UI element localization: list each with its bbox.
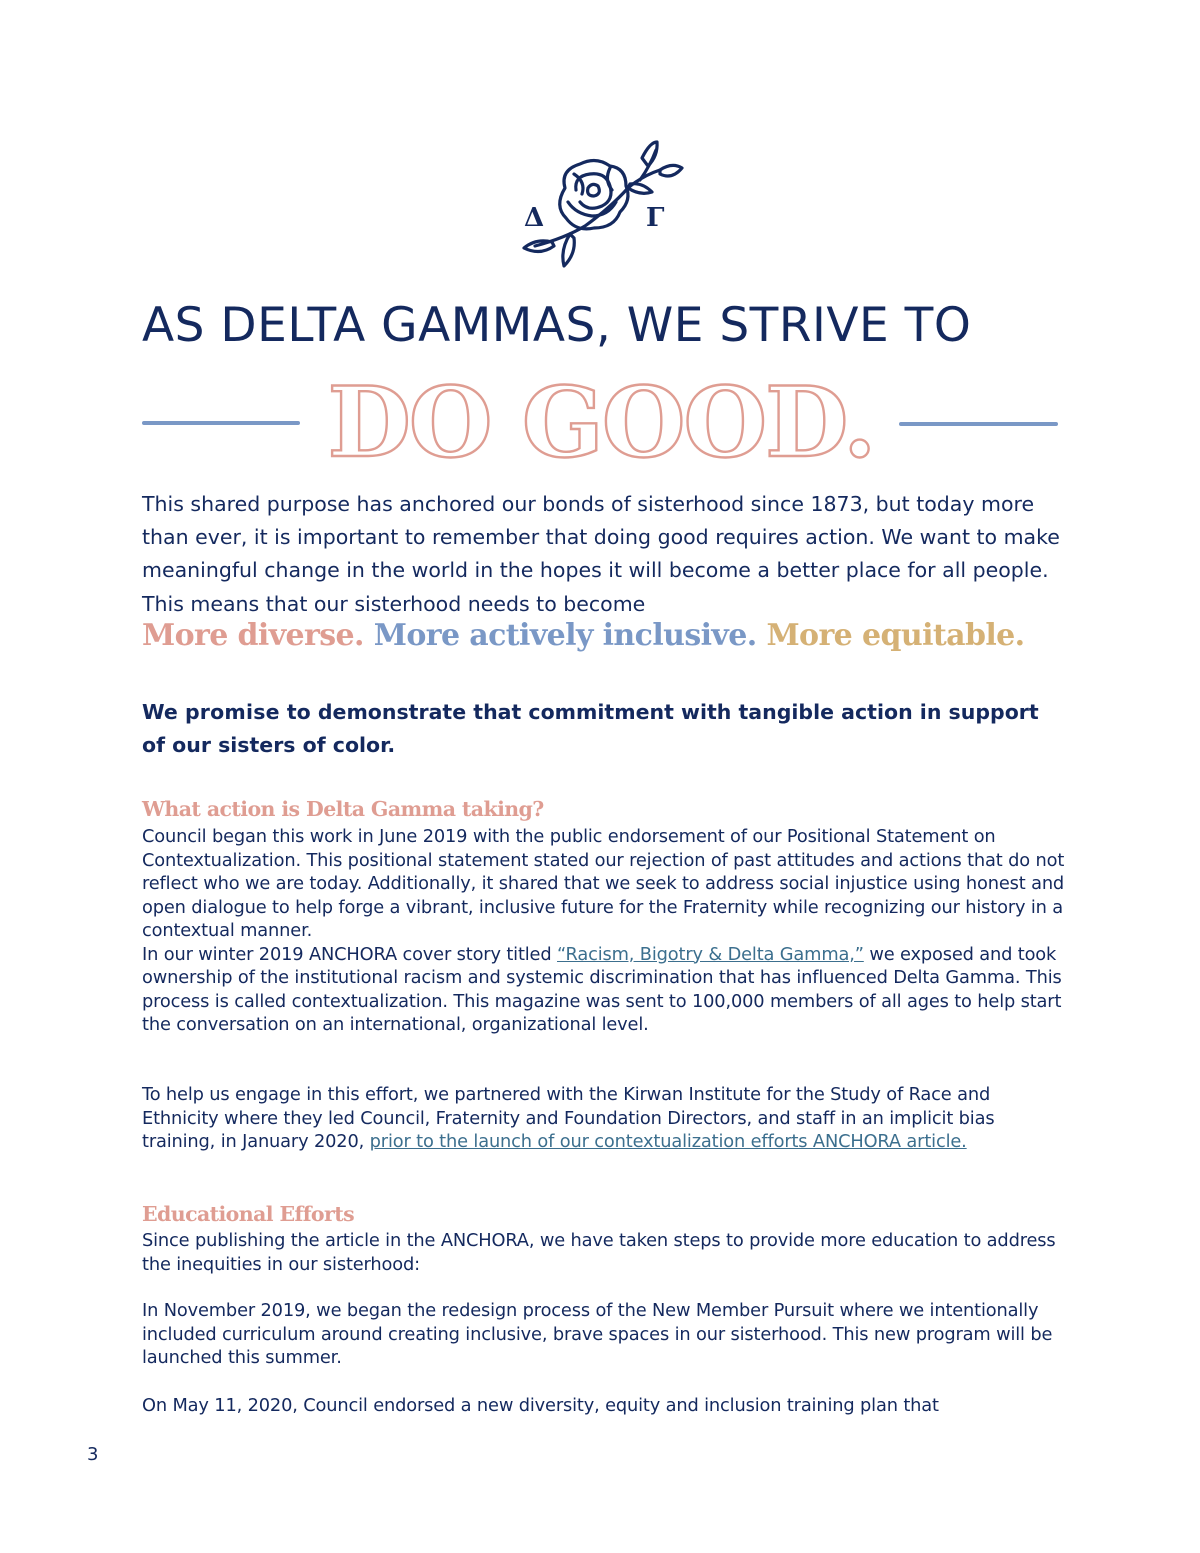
- promise-emphasis: promise: [184, 700, 280, 724]
- contextualization-article-link[interactable]: prior to the launch of our contextualization efforts ANCHORA article.: [369, 1131, 967, 1152]
- education-paragraph-1: Since publishing the article in the ANCHORA, we have taken steps to provide more education to address the inequities in our sisterhood:: [142, 1230, 1056, 1275]
- page-heading: AS DELTA GAMMAS, WE STRIVE TO: [142, 298, 972, 353]
- section-title-education: Educational Efforts: [142, 1202, 355, 1226]
- divider-right: [899, 422, 1058, 426]
- action-paragraph-1: [142, 825, 1072, 1037]
- page-number: 3: [87, 1444, 99, 1465]
- delta-letter: Δ: [524, 203, 545, 233]
- value-equitable: More equitable.: [766, 618, 1025, 653]
- divider-left: [142, 421, 300, 425]
- do-good-text: DO GOOD.: [327, 372, 875, 472]
- action-text-c: we exposed and took ownership of the institutional racism and systemic discrimination that has influenced Delta Gamma. This process is called contextualization. This magazine was sent to 100,000 members of all ages to help start the conversation on an international, organizational level.: [142, 943, 1062, 1035]
- value-inclusive: More actively inclusive.: [373, 618, 757, 653]
- education-paragraph-3: On May 11, 2020, Council endorsed a new diversity, equity and inclusion training plan that: [142, 1395, 939, 1416]
- kirwan-text: To help us engage in this effort, we partnered with the Kirwan Institute for the Study of Race and Ethnicity where they led Council, Fraternity and Foundation Directors, and staff in an implicit bias training, in January 2020,: [142, 1084, 995, 1152]
- do-good-display: [318, 372, 884, 472]
- value-diverse: More diverse.: [142, 618, 364, 653]
- promise-rest: to demonstrate that commitment with tangible action in support of our sisters of color.: [142, 700, 1039, 757]
- education-paragraph-2: In November 2019, we began the redesign process of the New Member Pursuit where we intentionally included curriculum around creating inclusive, brave spaces in our sisterhood. This new program will be launched this summer.: [142, 1300, 1053, 1368]
- delta-gamma-rose-logo: [510, 138, 685, 273]
- values-line: [142, 618, 1072, 653]
- action-text-b: In our winter 2019 ANCHORA cover story titled: [142, 943, 552, 965]
- gamma-letter: Γ: [646, 203, 665, 233]
- racism-bigotry-link[interactable]: “Racism, Bigotry & Delta Gamma,”: [557, 943, 864, 965]
- action-text-a: Council began this work in June 2019 with the public endorsement of our Positional Statement on Contextualization. This positional statement stated our rejection of past attitudes and actions that do not reflect who we are today. Additionally, it shared that we seek to address social injustice using honest and open dialogue to help forge a vibrant, inclusive future for the Fraternity while recognizing our history in a contextual manner.: [142, 826, 1065, 941]
- intro-paragraph: This shared purpose has anchored our bonds of sisterhood since 1873, but today more than ever, it is important to remember that doing good requires action. We want to make meaningful change in the world in the hopes it will become a better place for all people. This means that our sisterhood needs to become: [142, 492, 1060, 616]
- promise-lead: We: [142, 700, 178, 724]
- section-title-action: What action is Delta Gamma taking?: [142, 797, 544, 821]
- promise-statement: [142, 696, 1042, 762]
- action-paragraph-2: [142, 1083, 1072, 1154]
